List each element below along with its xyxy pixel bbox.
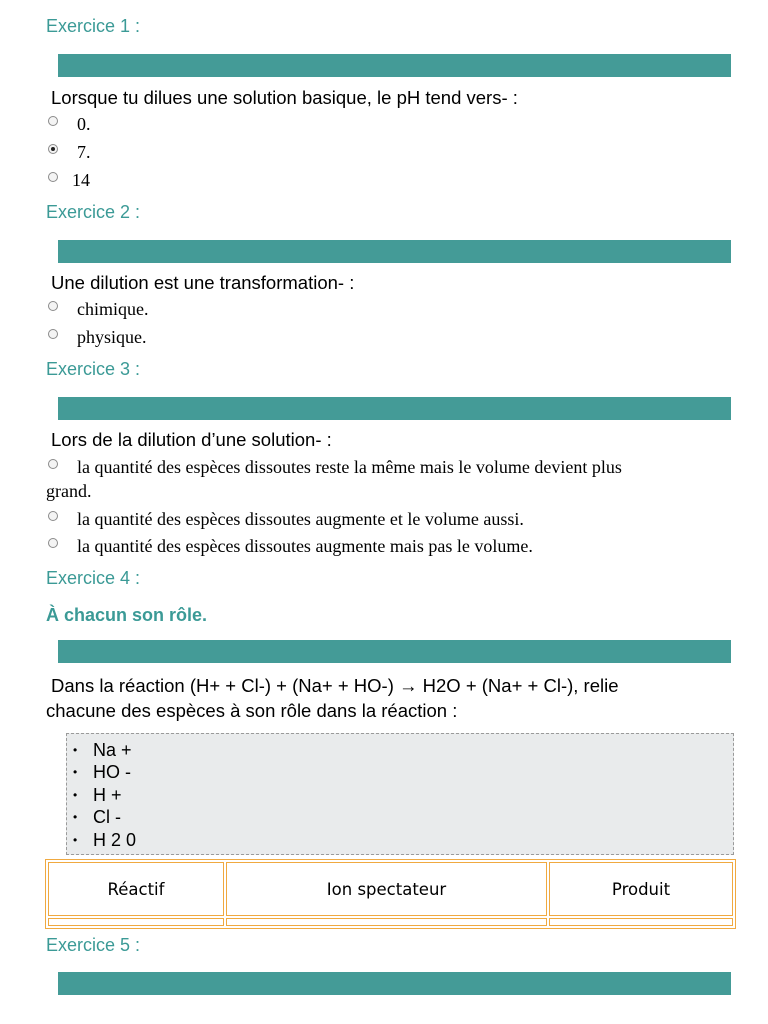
radio-button[interactable] [48,301,58,311]
exercise-4-question-line-1: Dans la réaction (H+ + Cl-) + (Na+ + HO-) → H2O + (Na+ + Cl-), relie [51,675,619,696]
species-item[interactable]: • Na + [73,739,136,761]
option-label-line-2: grand. [46,481,92,501]
exercise-1-question: Lorsque tu dilues une solution basique, le pH tend vers- : [51,87,518,108]
exercise-2-bar [58,240,731,263]
ion-spectateur-cell[interactable] [226,918,547,926]
option-label: 7. [77,142,91,162]
option-label: chimique. [77,299,149,319]
radio-button[interactable] [48,116,58,126]
exercise-4-question-line-2: chacune des espèces à son rôle dans la réaction : [46,700,458,721]
species-item[interactable]: • Cl - [73,806,136,828]
exercise-2-question: Une dilution est une transformation- : [51,272,355,293]
species-item[interactable]: • H 2 0 [73,829,136,851]
species-list-box [66,733,734,855]
exercise-4-bar [58,640,731,663]
radio-button[interactable] [48,172,58,182]
option-label: 14 [72,170,90,190]
header-ion-spectateur: Ion spectateur [226,862,547,916]
roles-table-row [48,918,733,926]
exercise-3-title: Exercice 3 : [46,359,141,379]
exercise-5-bar [58,972,731,995]
exercise-1-bar [58,54,731,77]
option-label-line-1: la quantité des espèces dissoutes reste la même mais le volume devient plus [77,457,622,477]
reactif-cell[interactable] [48,918,224,926]
radio-button[interactable] [48,459,58,469]
radio-button[interactable] [48,538,58,548]
species-item[interactable]: • HO - [73,761,136,783]
option-label: la quantité des espèces dissoutes augmente mais pas le volume. [77,536,533,556]
exercise-3-question: Lors de la dilution d’une solution- : [51,429,332,450]
option-label: physique. [77,327,147,347]
exercise-2-title: Exercice 2 : [46,202,141,222]
roles-table [45,859,736,929]
radio-button[interactable] [48,511,58,521]
exercise-1-title: Exercice 1 : [46,16,141,36]
exercise-5-title: Exercice 5 : [46,935,141,955]
species-item[interactable]: • H + [73,784,136,806]
radio-button-checked[interactable] [48,144,58,154]
header-produit: Produit [549,862,733,916]
header-reactif: Réactif [48,862,224,916]
option-label: la quantité des espèces dissoutes augmente et le volume aussi. [77,509,524,529]
species-list [73,739,136,851]
produit-cell[interactable] [549,918,733,926]
exercise-4-subtitle: À chacun son rôle. [46,605,208,625]
exercise-3-bar [58,397,731,420]
exercise-4-title: Exercice 4 : [46,568,141,588]
option-label: 0. [77,114,91,134]
radio-button[interactable] [48,329,58,339]
roles-table-header [48,862,733,916]
